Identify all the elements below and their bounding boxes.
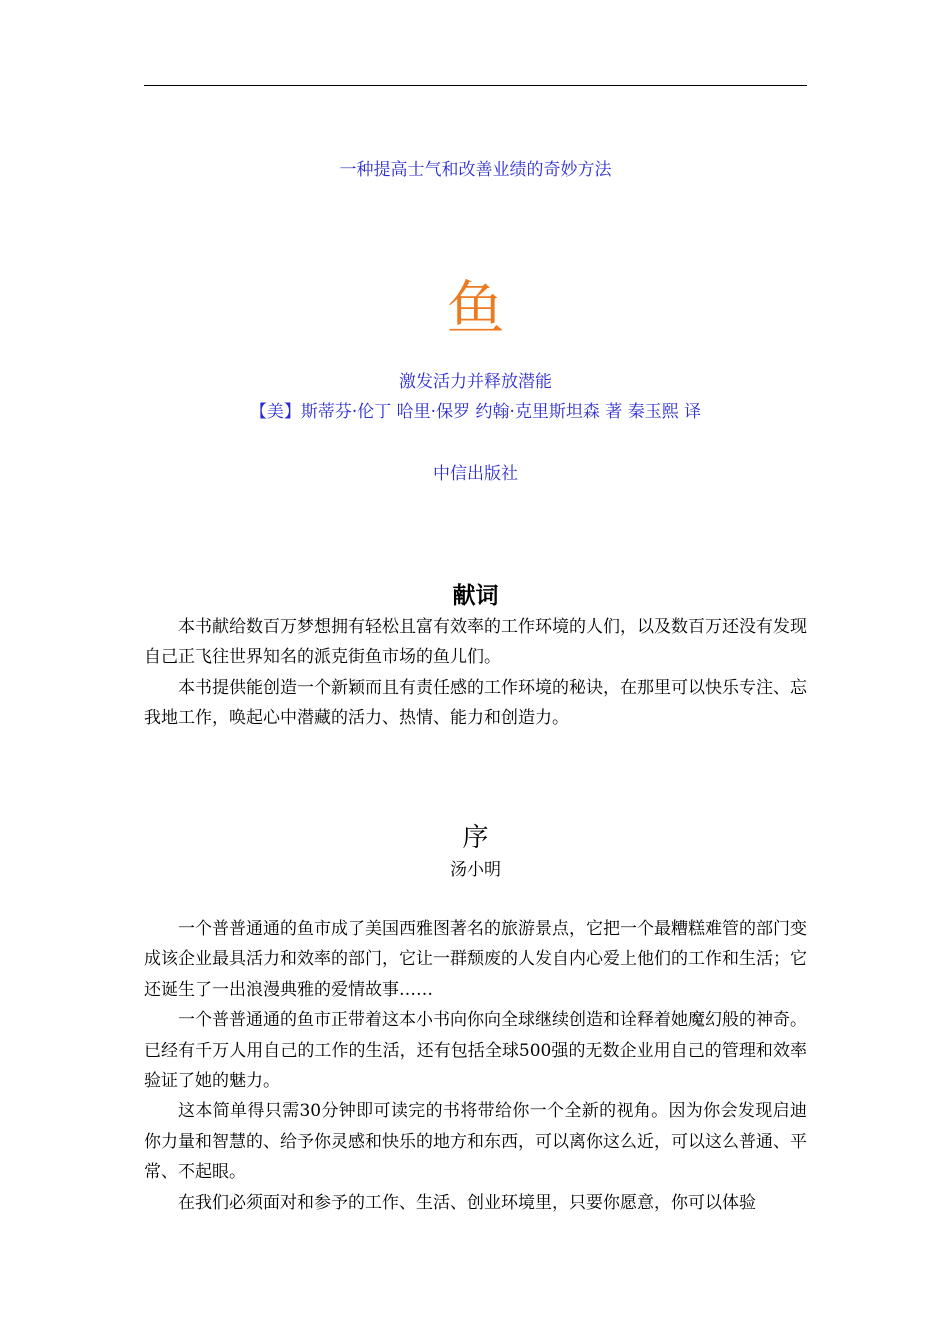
book-title: 鱼: [446, 274, 505, 342]
preface-author: 汤小明: [450, 860, 501, 880]
dedication-heading: 献词: [452, 582, 499, 609]
preface-paragraph: 在我们必须面对和参予的工作、生活、创业环境里，只要你愿意，你可以体验: [178, 1192, 756, 1213]
book-publisher: 中信出版社: [433, 464, 518, 484]
book-tagline: 激发活力并释放潜能: [399, 372, 552, 392]
book-authors: 【美】斯蒂芬·伦丁 哈里·保罗 约翰·克里斯坦森 著 秦玉熙 译: [249, 402, 702, 422]
top-horizontal-rule: [144, 85, 807, 86]
dedication-body: [144, 612, 807, 734]
dedication-paragraph: 本书提供能创造一个新颖而且有责任感的工作环境的秘诀，在那里可以快乐专注、忘我地工作，唤起心中潜藏的活力、热情、能力和创造力。: [144, 677, 807, 729]
book-subtitle: 一种提高士气和改善业绩的奇妙方法: [339, 160, 612, 180]
preface-paragraph: 一个普普通通的鱼市正带着这本小书向你向全球继续创造和诠释着她魔幻般的神奇。已经有千万人用自己的工作的生活，还有包括全球500强的无数企业用自己的管理和效率验证了她的魅力。: [144, 1010, 807, 1092]
preface-paragraph: 一个普普通通的鱼市成了美国西雅图著名的旅游景点，它把一个最糟糕难管的部门变成该企业最具活力和效率的部门，它让一群颓废的人发自内心爱上他们的工作和生活；它还诞生了一出浪漫典雅的爱情故事……: [144, 919, 807, 1000]
preface-body: [144, 914, 807, 1218]
dedication-paragraph: 本书献给数百万梦想拥有轻松且富有效率的工作环境的人们，以及数百万还没有发现自己正飞往世界知名的派克街鱼市场的鱼儿们。: [144, 617, 807, 668]
preface-paragraph: 这本简单得只需30分钟即可读完的书将带给你一个全新的视角。因为你会发现启迪你力量和智慧的、给予你灵感和快乐的地方和东西，可以离你这么近，可以这么普通、平常、不起眼。: [144, 1101, 807, 1183]
preface-heading: 序: [462, 823, 489, 853]
